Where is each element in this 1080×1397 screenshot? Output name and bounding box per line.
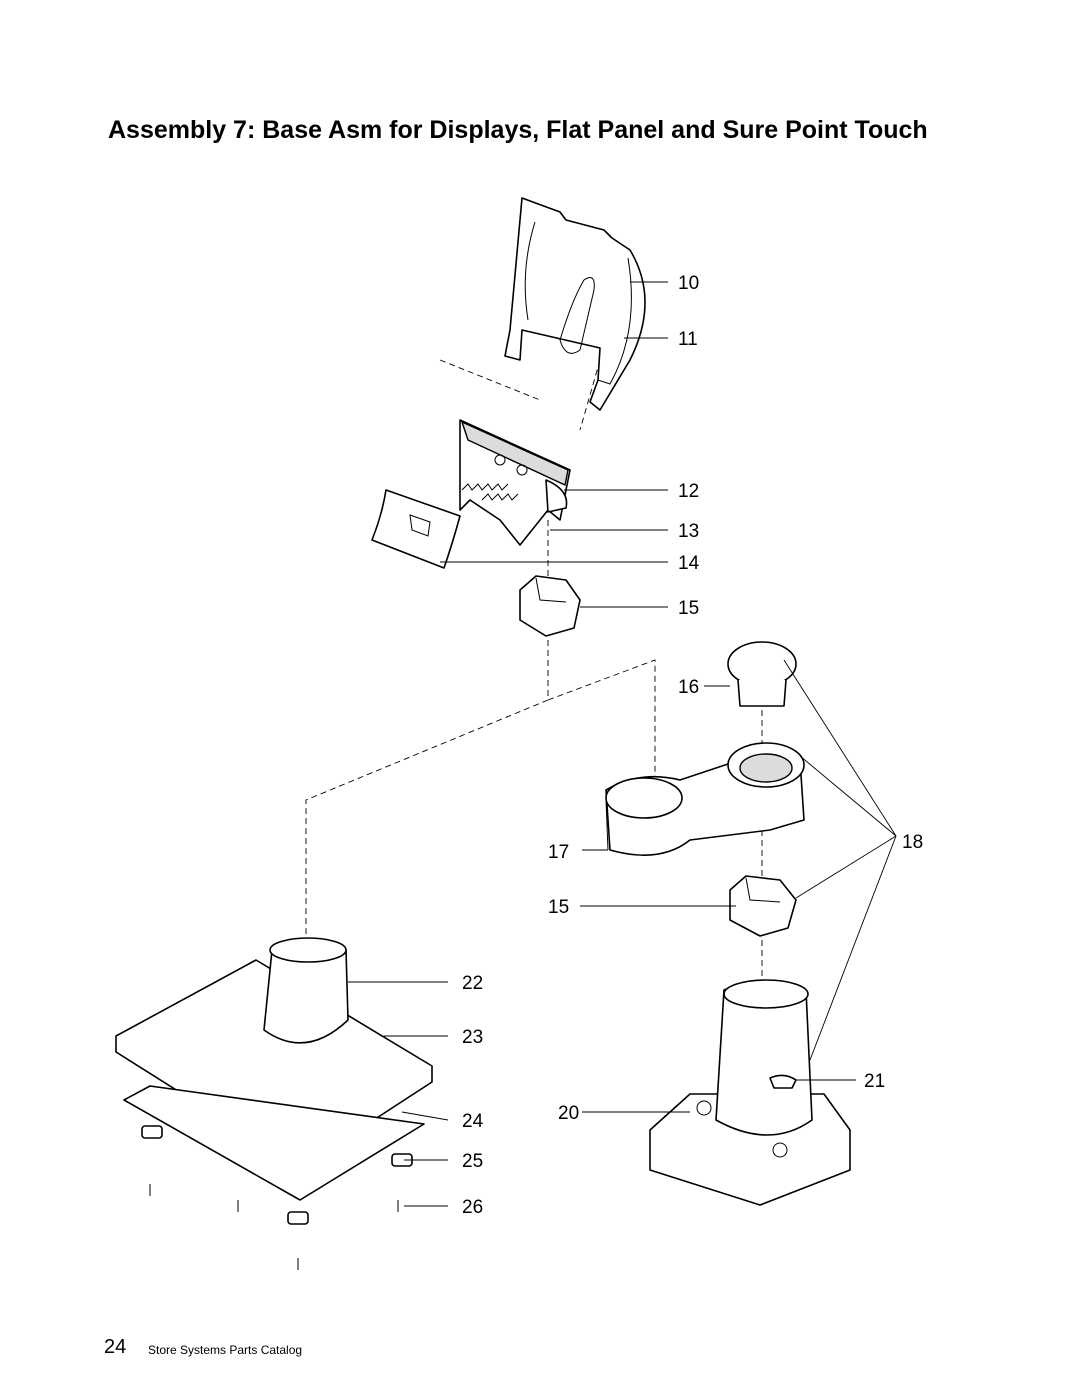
callout-26: 26 <box>462 1197 484 1218</box>
callout-17: 17 <box>548 842 570 863</box>
display-cover-part <box>505 198 645 410</box>
callout-20: 20 <box>558 1103 580 1124</box>
callout-25: 25 <box>462 1151 484 1172</box>
cap-part <box>728 642 796 706</box>
callout-12: 12 <box>678 481 700 502</box>
callout-10: 10 <box>678 273 700 294</box>
callout-24: 24 <box>462 1111 484 1132</box>
hinge-part <box>460 420 570 545</box>
arm-part <box>606 743 804 855</box>
page-number: 24 <box>104 1336 127 1358</box>
clip-part-upper <box>520 576 580 636</box>
page-title: Assembly 7: Base Asm for Displays, Flat Panel and Sure Point Touch <box>108 116 928 144</box>
footer-catalog-name: Store Systems Parts Catalog <box>148 1343 303 1357</box>
callout-15-upper: 15 <box>678 598 700 619</box>
bezel-part <box>372 490 460 568</box>
clip-part-lower <box>730 876 796 936</box>
round-base-part <box>650 980 850 1205</box>
callout-18: 18 <box>902 832 924 853</box>
callout-23: 23 <box>462 1027 484 1048</box>
callout-11: 11 <box>678 329 698 350</box>
callout-21: 21 <box>864 1071 886 1092</box>
callout-labels <box>462 273 923 1218</box>
callout-14: 14 <box>678 553 700 574</box>
callout-16: 16 <box>678 677 700 698</box>
callout-13: 13 <box>678 521 700 542</box>
screw-parts <box>150 1184 398 1270</box>
callout-15-lower: 15 <box>548 897 570 918</box>
callout-22: 22 <box>462 973 484 994</box>
